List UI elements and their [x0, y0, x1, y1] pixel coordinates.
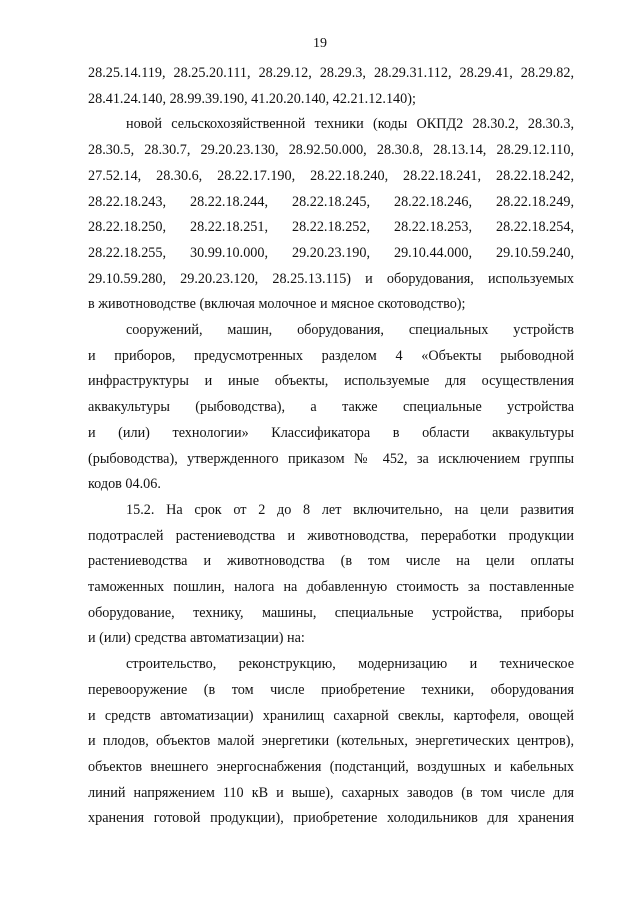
text-line: новой сельскохозяйственной техники (коды ОКПД2 28.30.2, 28.30.3, — [126, 116, 574, 133]
text-line: и плодов, объектов малой энергетики (котельных, энергетических центров), — [88, 733, 574, 750]
text-line: 28.22.18.243, 28.22.18.244, 28.22.18.245, 28.22.18.246, 28.22.18.249, — [88, 193, 574, 210]
text-line: линий напряжением 110 кВ и выше), сахарных заводов (в том числе для — [88, 784, 574, 801]
text-line: хранения готовой продукции), приобретение холодильников для хранения — [88, 810, 574, 827]
text-line: и приборов, предусмотренных разделом 4 «Объекты рыбоводной — [88, 347, 574, 364]
text-line: сооружений, машин, оборудования, специальных устройств — [126, 322, 574, 339]
body-text — [88, 61, 574, 832]
text-line: 29.10.59.280, 29.20.23.120, 28.25.13.115) и оборудования, используемых — [88, 270, 574, 287]
text-line: оборудование, технику, машины, специальные устройства, приборы — [88, 604, 574, 621]
text-line: в животноводстве (включая молочное и мясное скотоводство); — [88, 296, 466, 313]
text-line: подотраслей растениеводства и животноводства, переработки продукции — [88, 527, 574, 544]
text-line: объектов внешнего энергоснабжения (подстанций, воздушных и кабельных — [88, 758, 574, 775]
text-line: 28.22.18.250, 28.22.18.251, 28.22.18.252, 28.22.18.253, 28.22.18.254, — [88, 219, 574, 236]
text-line: 27.52.14, 28.30.6, 28.22.17.190, 28.22.18.240, 28.22.18.241, 28.22.18.242, — [88, 167, 574, 184]
text-line: перевооружение (в том числе приобретение техники, оборудования — [88, 681, 574, 698]
text-line: строительство, реконструкцию, модернизацию и техническое — [126, 656, 574, 673]
text-line: и (или) средства автоматизации) на: — [88, 630, 305, 647]
text-line: 15.2. На срок от 2 до 8 лет включительно, на цели развития — [126, 501, 574, 518]
text-line: инфраструктуры и иные объекты, используемые для осуществления — [88, 373, 574, 390]
text-line: 28.22.18.255, 30.99.10.000, 29.20.23.190, 29.10.44.000, 29.10.59.240, — [88, 244, 574, 261]
text-line: (рыбоводства), утвержденного приказом № 452, за исключением группы — [88, 450, 574, 467]
text-line: 28.25.14.119, 28.25.20.111, 28.29.12, 28.29.3, 28.29.31.112, 28.29.41, 28.29.82, — [88, 65, 574, 81]
text-line: и (или) технологии» Классификатора в области аквакультуры — [88, 424, 574, 441]
text-line: аквакультуры (рыбоводства), а также специальные устройства — [88, 399, 574, 416]
text-line: таможенных пошлин, налога на добавленную стоимость за поставленные — [88, 579, 574, 596]
text-line: 28.30.5, 28.30.7, 29.20.23.130, 28.92.50.000, 28.30.8, 28.13.14, 28.29.12.110, — [88, 142, 574, 159]
text-line: растениеводства и животноводства (в том числе на цели оплаты — [88, 553, 574, 570]
page-number: 19 — [313, 36, 327, 51]
text-line: 28.41.24.140, 28.99.39.190, 41.20.20.140, 42.21.12.140); — [88, 90, 416, 107]
text-line: кодов 04.06. — [88, 476, 161, 493]
text-line: и средств автоматизации) хранилищ сахарной свеклы, картофеля, овощей — [88, 707, 574, 724]
